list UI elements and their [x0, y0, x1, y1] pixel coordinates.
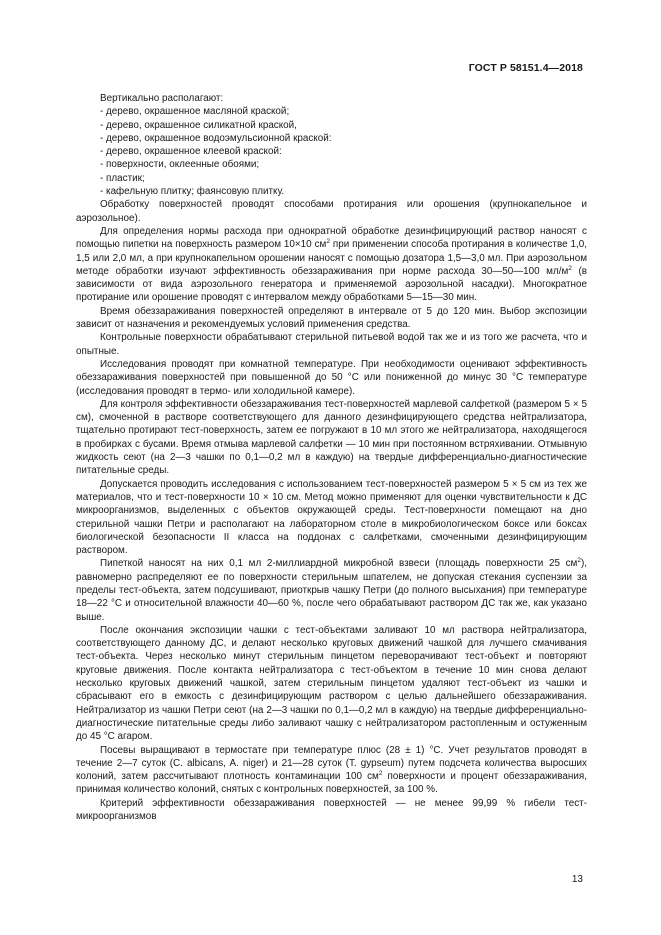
paragraph-temperature: Исследования проводят при комнатной температуре. При необходимости оценивают эффективность обеззараживания поверхностей при повышенной до 50 °С или пониженной до минус 30 °С температуре (исследования проводят в термо- или холодильной камере). — [76, 358, 587, 397]
paragraph-control-surfaces: Контрольные поверхности обрабатывают стерильной питьевой водой так же и из того же расчета, что и опытные. — [76, 332, 587, 357]
page-body — [76, 92, 587, 823]
paragraph-neutralizer: После окончания экспозиции чашки с тест-объектами заливают 10 мл раствора нейтрализатора, соответствующего данному ДС, и делают несколько круговых движений чашкой для лучшего смачивания тест-объекта. Через несколько минут стерильным пинцетом переворачивают тест-объект и повторяют круговые движения. После контакта нейтрализатора с тест-объектом в течение 10 мин снова делают несколько круговых движений чашкой, затем стерильным пинцетом удаляют тест-объект из чашки и сбрасывают его в емкость с дезинфицирующим раствором с целью дальнейшего обеззараживания. Нейтрализатор из чашки Петри сеют (на 2—3 чашки по 0,1—0,2 мл в каждую) на твердые дифференциально-диагностические питательные среды либо заливают чашку с нейтрализатором растопленным и остуженным до 45 °С агаром. — [76, 624, 587, 743]
paragraph-criterion: Критерий эффективности обеззараживания поверхностей — не менее 99,99 % гибели тест-микроорганизмов — [76, 797, 587, 823]
text-run: поверхности и процент обеззараживания, принимая количество колоний, снятых с контрольных поверхностей, за 100 %. — [76, 771, 587, 796]
paragraph-efficiency-control: Для контроля эффективности обеззараживания тест-поверхностей марлевой салфеткой (размером 5 × 5 см), смоченной в растворе соответствующего для данного дезинфицирующего средства нейтрализатора, тщательно протирают тест-поверхность, затем ее погружают в 10 мл этого же нейтрализатора, находящегося в пробирках с бусами. Время отмыва марлевой салфетки — 10 мин при постоянном встряхивании. Отмывную жидкость сеют (на 2—3 чашки по 0,1—0,2 мл в каждую) на твердые дифференциально-диагностические питательные среды. — [76, 398, 587, 477]
list-intro: Вертикально располагают: — [100, 93, 224, 104]
surface-list — [76, 92, 587, 198]
page-number: 13 — [571, 874, 583, 885]
paragraph-exposure-time: Время обеззараживания поверхностей определяют в интервале от 5 до 120 мин. Выбор экспозиции зависит от назначения и рекомендуемых условий применения средства. — [76, 305, 587, 331]
paragraph-small-test-surfaces: Допускается проводить исследования с использованием тест-поверхностей размером 5 × 5 см из тех же материалов, что и тест-поверхности 10 × 10 см. Метод можно применяют для оценки чувствительности к ДС микроорганизмов, выделенных с объектов окружающей среды. Тест-поверхности помещают на дно стерильной чашки Петри и располагают на лабораторном столе в микробиологическом боксе или боксах биологической безопасности II класса на поддонах с салфетками, смоченными дезинфицирующим раствором. — [76, 478, 587, 557]
text-run: Посевы выращивают в термостате при температуре плюс (28 ± 1) °С. Учет результатов проводят в течение 2—7 суток (C. albicans, A. niger) и 21—28 суток (T. gypseum) путем подсчета количества выросших колоний, затем рассчитывают плотность контаминации 100 см — [76, 744, 587, 783]
superscript: 2 — [577, 557, 581, 565]
text-run: Пипеткой наносят на них 0,1 мл 2-миллиардной микробной взвеси (площадь поверхности 25 см — [100, 558, 578, 570]
list-item: - дерево, окрашенное масляной краской; — [100, 106, 290, 118]
text-run: Для определения нормы расхода при однократной обработке дезинфицирующий раствор наносят с помощью пипетки на поверхность размером 10×10 см — [76, 225, 587, 251]
list-item: - пластик; — [100, 172, 145, 184]
text-run: ), равномерно распределяют ее по поверхности стерильным шпателем, не допуская стекания суспензии за пределы тест-объекта, затем подсушивают, приоткрыв чашку Петри (до полного высыхания) при температуре 18—22 °С и относительной влажности 40—60 %, после чего обрабатывают раствором ДС так же, как указано выше. — [76, 558, 587, 623]
paragraph-microbial-suspension — [76, 557, 587, 623]
list-item: - дерево, окрашенное водоэмульсионной краской: — [100, 132, 332, 144]
list-item: - кафельную плитку; фаянсовую плитку. — [100, 186, 285, 198]
list-item: - дерево, окрашенное силикатной краской, — [100, 119, 297, 131]
text-run: при применении способа протирания в количестве 1,0, 1,5 или 2,0 мл, а при крупнокапельном орошении наносят с помощью дозатора 1,5—3,0 мл. При аэрозольном методе обработки изучают эффективность обеззараживания при норме расхода 30—50—100 мл/м — [76, 239, 587, 277]
superscript: 2 — [326, 238, 330, 246]
standard-code-header: ГОСТ Р 58151.4—2018 — [468, 62, 583, 74]
superscript: 2 — [378, 770, 383, 778]
superscript: 2 — [568, 264, 572, 272]
paragraph-consumption-rate — [76, 225, 587, 305]
text-run: (в зависимости от вида аэрозольного генератора и применяемой аэрозольной насадки). Многократное протирание или орошение проводят с интервалом между обработками 5—15—30 мин. — [76, 265, 588, 304]
list-item: - дерево, окрашенное клеевой краской: — [100, 146, 282, 158]
paragraph-incubation — [76, 744, 587, 797]
paragraph-treatment-methods: Обработку поверхностей проводят способами протирания или орошения (крупнокапельное и аэрозольное). — [76, 199, 587, 224]
list-item: - поверхности, оклеенные обоями; — [100, 159, 260, 171]
